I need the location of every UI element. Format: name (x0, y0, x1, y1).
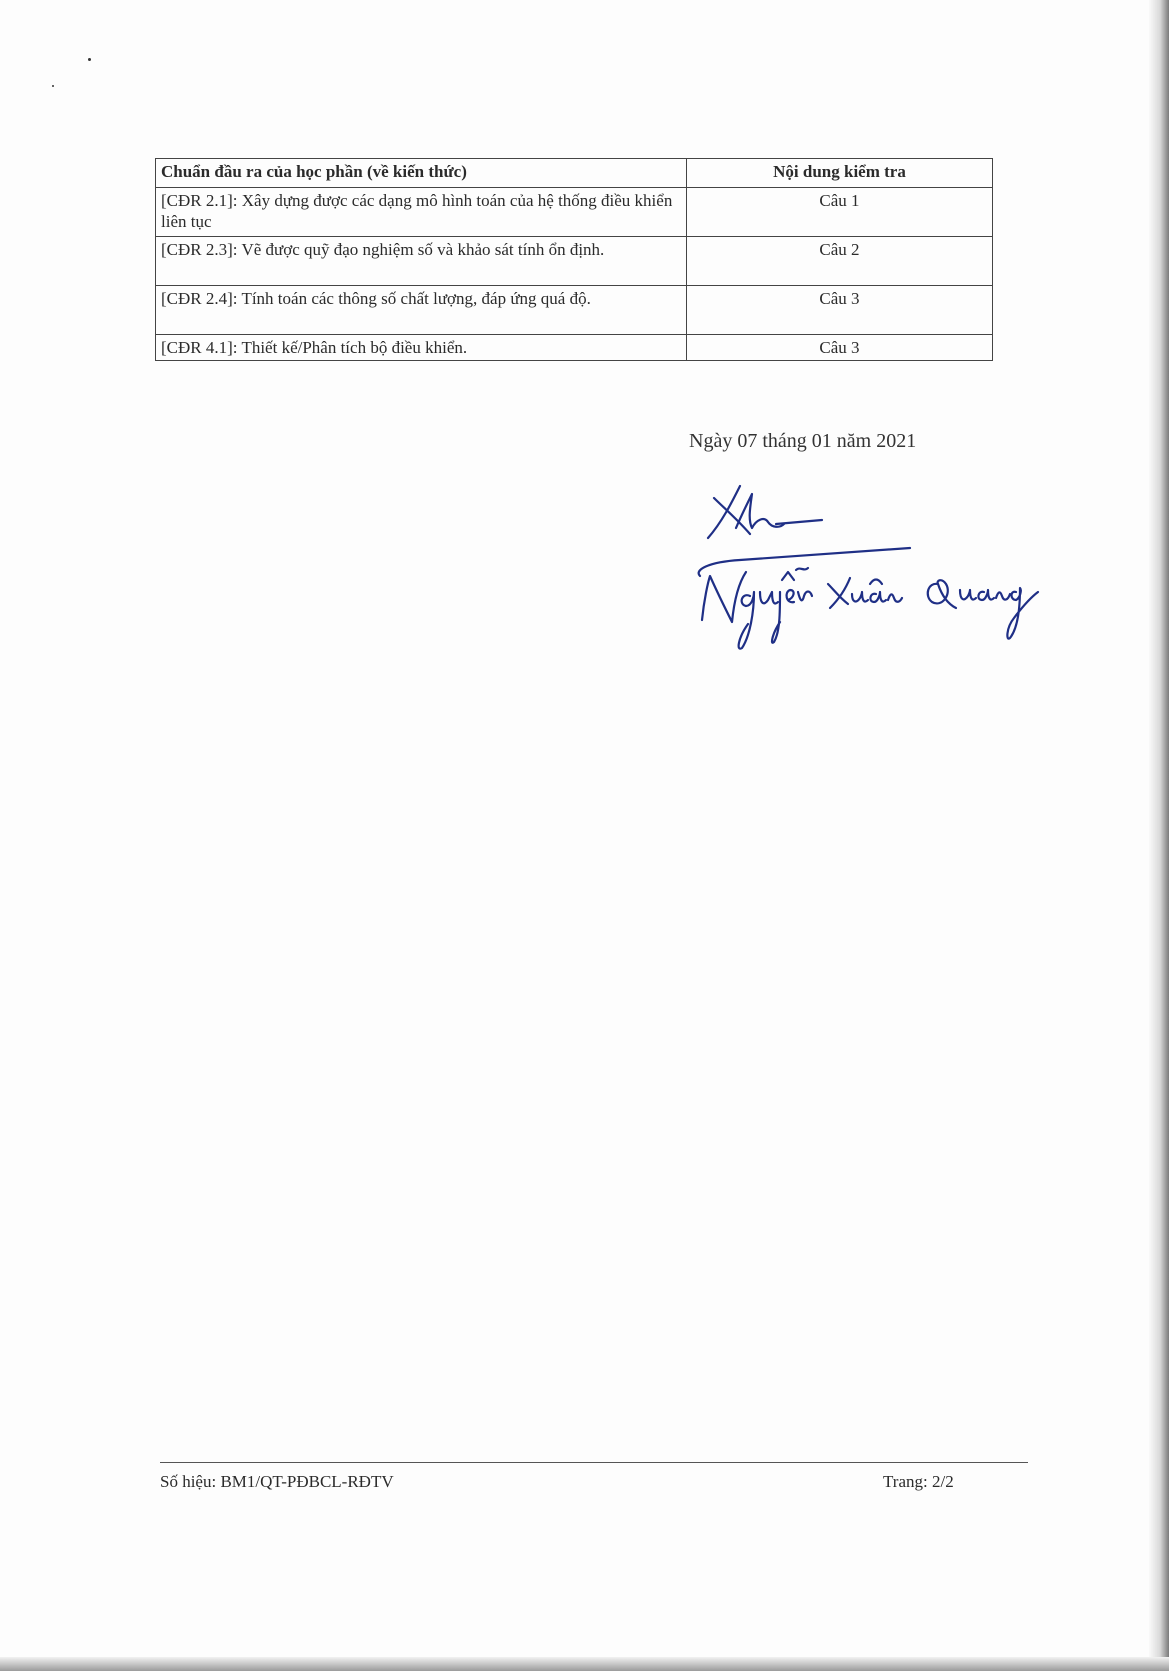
scan-speck (52, 85, 54, 87)
scan-edge-right (1149, 0, 1169, 1671)
table-row (156, 335, 993, 361)
content-cell: Câu 3 (687, 286, 993, 335)
learning-outcomes-table (155, 158, 993, 361)
content-cell: Câu 3 (687, 335, 993, 361)
table-row (156, 286, 993, 335)
content-cell: Câu 2 (687, 237, 993, 286)
header-test-content: Nội dung kiểm tra (687, 159, 993, 188)
header-outcome: Chuẩn đầu ra của học phần (về kiến thức) (156, 159, 687, 188)
outcome-cell: [CĐR 4.1]: Thiết kế/Phân tích bộ điều khiển. (156, 335, 687, 361)
table-row (156, 188, 993, 237)
handwritten-signature (680, 472, 1040, 662)
page-number: Trang: 2/2 (883, 1472, 954, 1491)
signature-date: Ngày 07 tháng 01 năm 2021 (689, 430, 917, 452)
outcome-cell: [CĐR 2.3]: Vẽ được quỹ đạo nghiệm số và khảo sát tính ổn định. (156, 237, 687, 286)
outcome-cell: [CĐR 2.4]: Tính toán các thông số chất lượng, đáp ứng quá độ. (156, 286, 687, 335)
footer-divider (160, 1462, 1028, 1463)
signature-name: Nguyễn Xuân Quang (680, 472, 689, 473)
scan-speck (88, 58, 91, 61)
table-header-row (156, 159, 993, 188)
document-number: Số hiệu: BM1/QT-PĐBCL-RĐTV (160, 1472, 394, 1491)
content-cell: Câu 1 (687, 188, 993, 237)
table-row (156, 237, 993, 286)
outcome-cell: [CĐR 2.1]: Xây dựng được các dạng mô hình toán của hệ thống điều khiển liên tục (156, 188, 687, 237)
scan-edge-bottom (0, 1657, 1169, 1671)
